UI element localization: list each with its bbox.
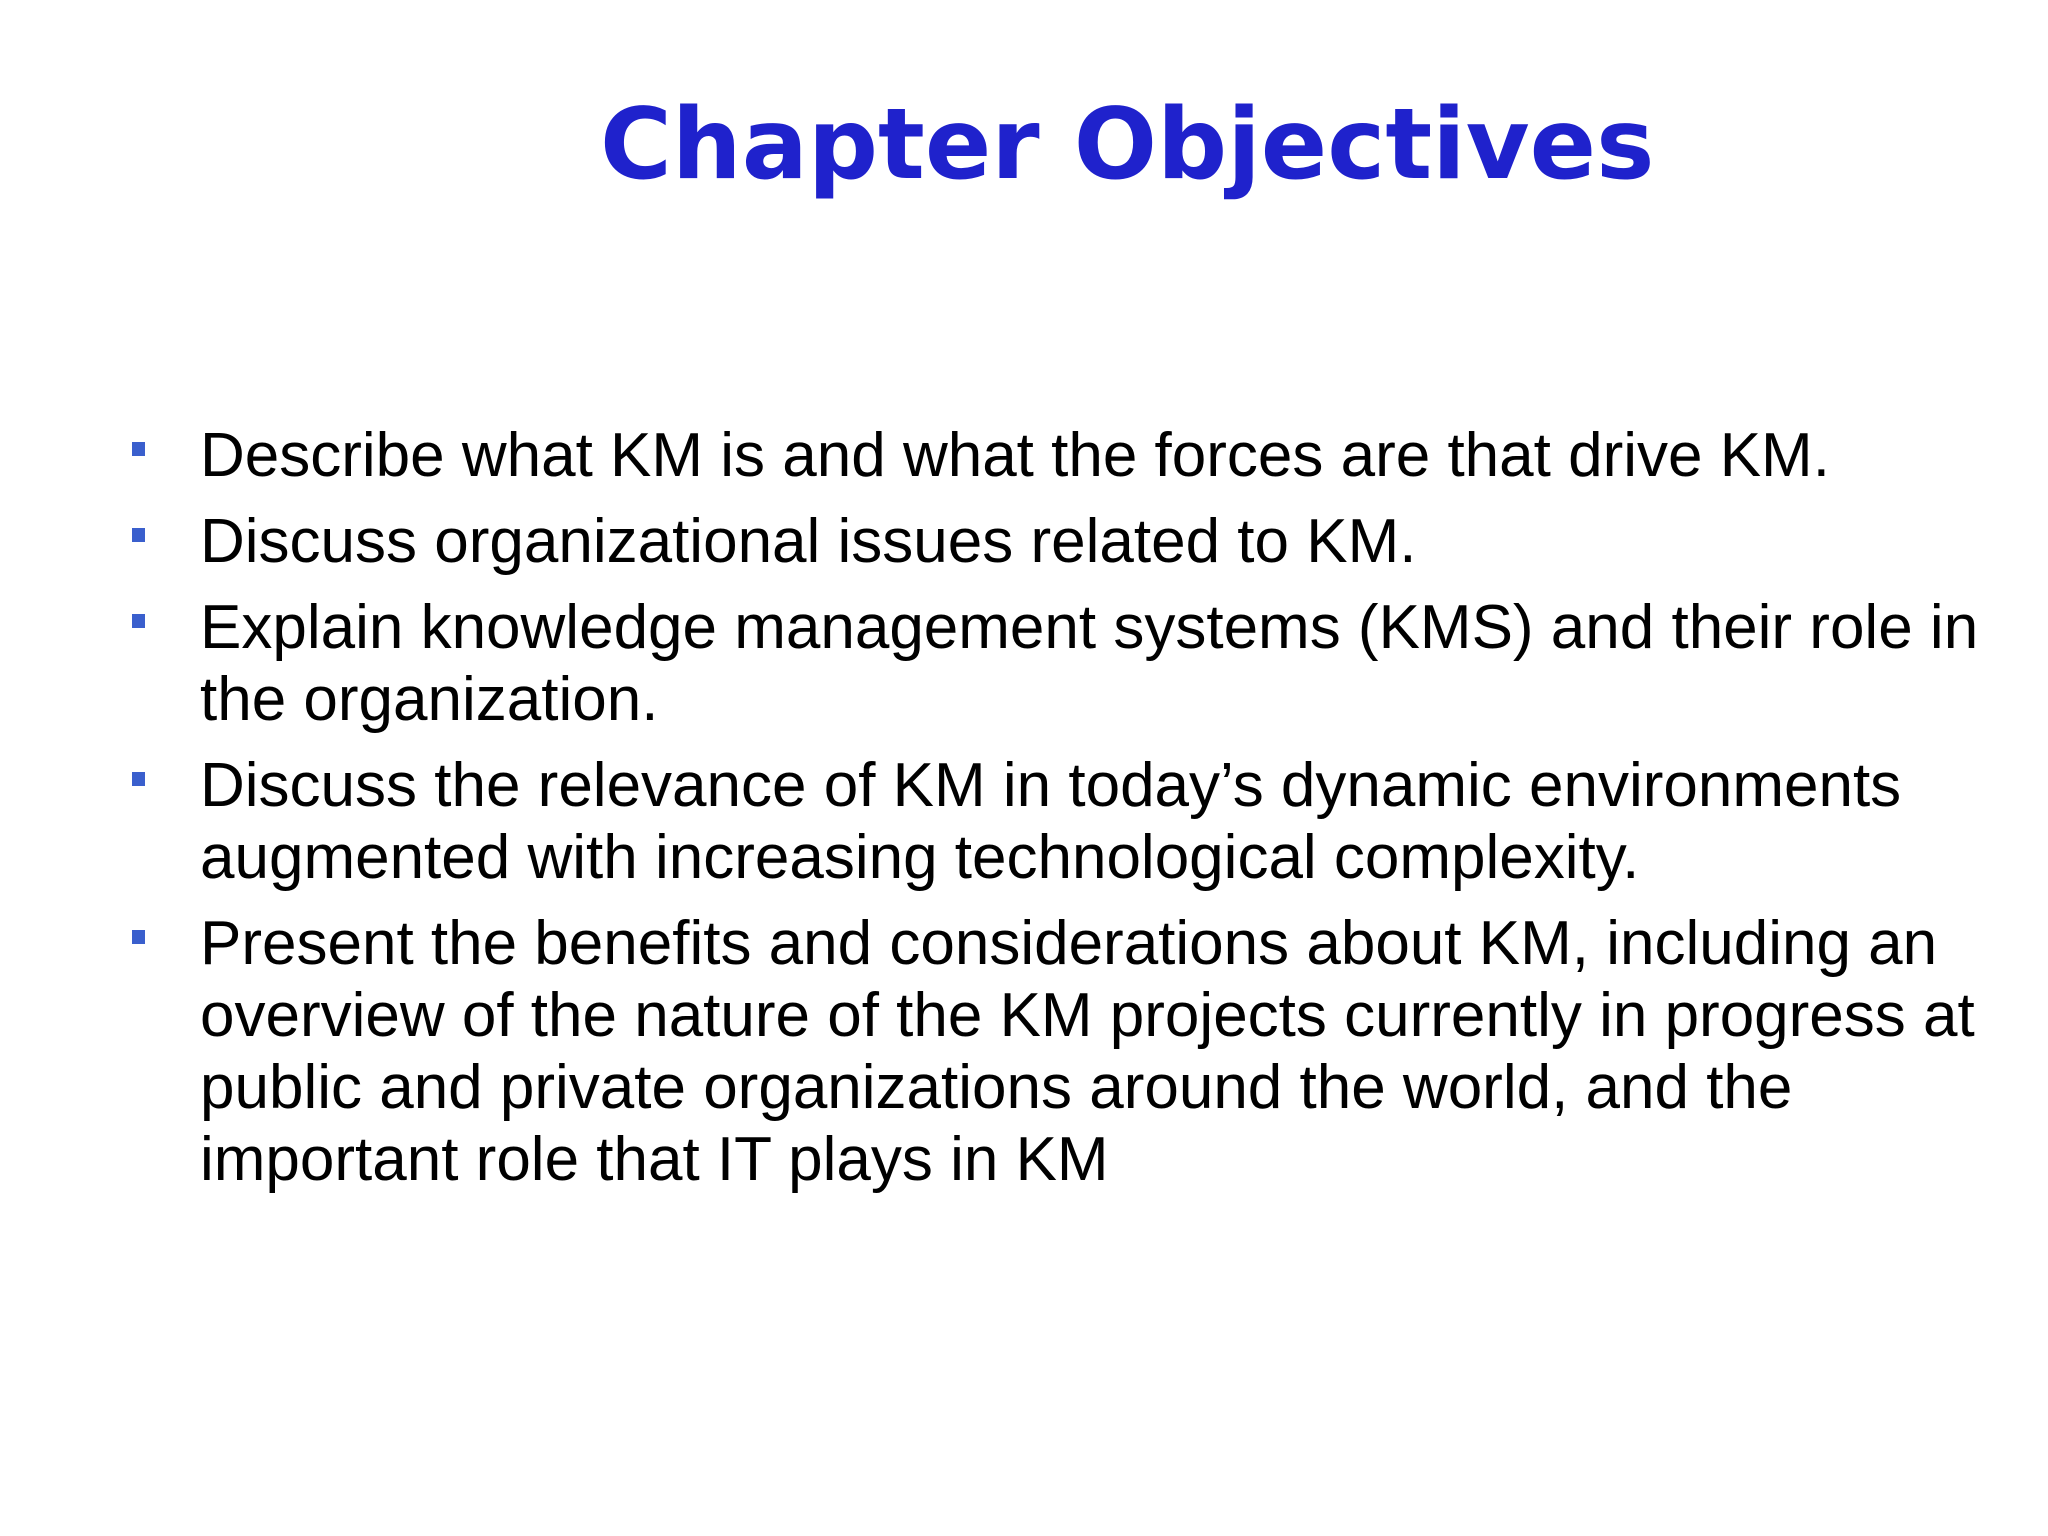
bullet-text: Discuss the relevance of KM in today’s dynamic environments augmented with increasing technological complexity.	[200, 751, 1902, 892]
bullet-text: Explain knowledge management systems (KMS) and their role in the organization.	[200, 593, 1979, 734]
list-item	[124, 420, 2004, 492]
list-item	[124, 750, 2004, 894]
square-bullet-icon	[132, 614, 145, 628]
square-bullet-icon	[132, 930, 145, 944]
slide-title: Chapter Objectives	[600, 88, 1655, 202]
list-item	[124, 506, 2004, 578]
bullet-text: Present the benefits and considerations about KM, including an overview of the nature of the KM projects currently in progress at public and private organizations around the world, and the important role that IT plays in KM	[200, 909, 1975, 1194]
bullet-text: Discuss organizational issues related to KM.	[200, 507, 1417, 576]
list-item	[124, 592, 2004, 736]
square-bullet-icon	[132, 528, 145, 542]
square-bullet-icon	[132, 772, 145, 786]
square-bullet-icon	[132, 442, 145, 456]
objectives-list	[124, 420, 2004, 1210]
bullet-text: Describe what KM is and what the forces are that drive KM.	[200, 421, 1830, 490]
list-item	[124, 908, 2004, 1196]
